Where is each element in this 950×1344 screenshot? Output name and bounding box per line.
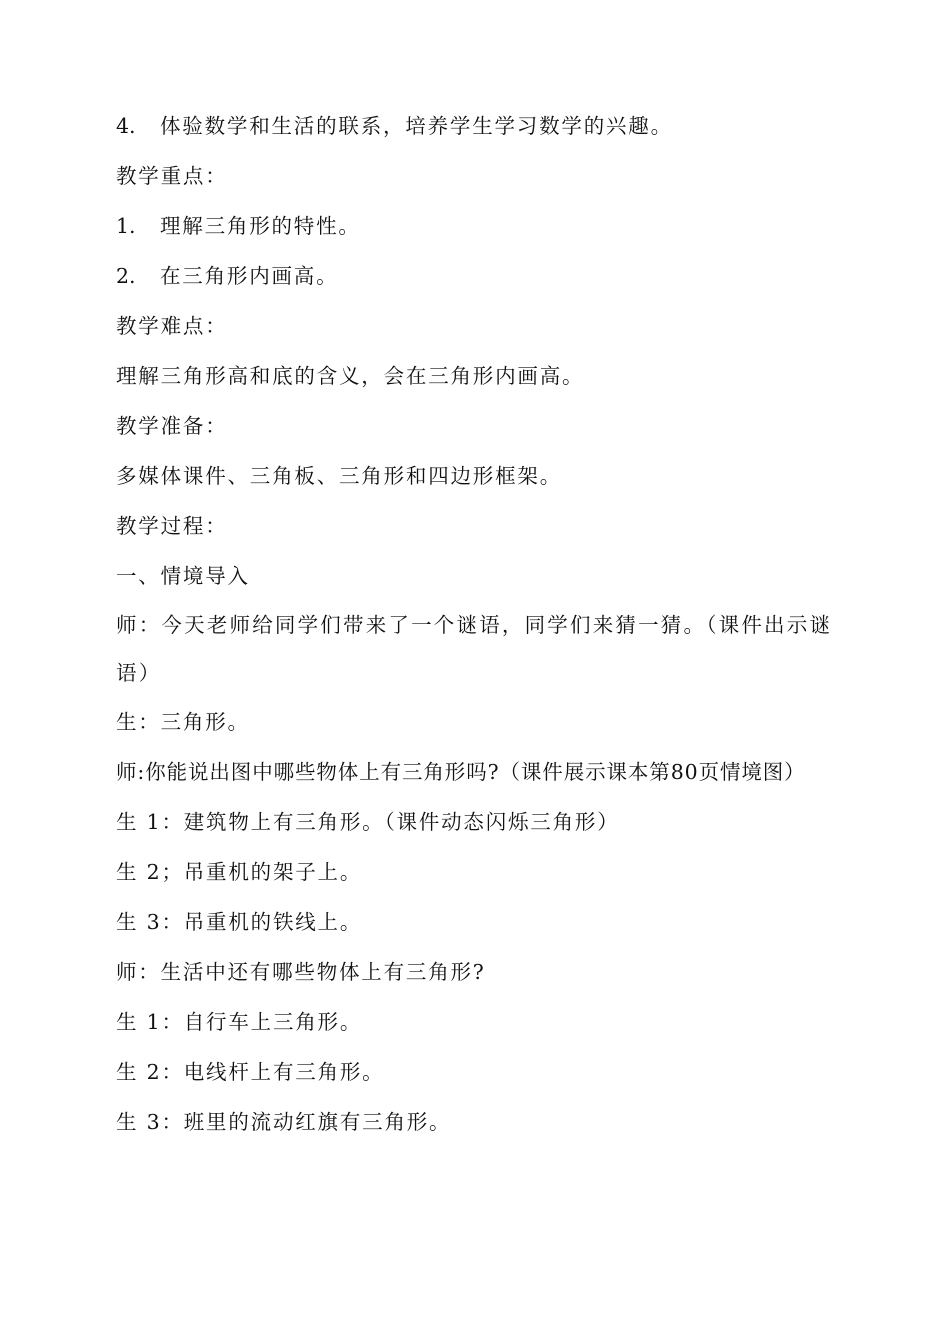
dialogue-teacher-life-question: 师：生活中还有哪些物体上有三角形? xyxy=(116,960,486,984)
key-point-item-1 xyxy=(116,201,840,251)
list-number: 4. xyxy=(116,114,136,138)
preparation-text: 多媒体课件、三角板、三角形和四边形框架。 xyxy=(116,464,562,488)
dialogue-student-answer: 生：三角形。 xyxy=(116,710,250,734)
list-text: 体验数学和生活的联系，培养学生学习数学的兴趣。 xyxy=(160,114,673,138)
dialogue-student-2-pole: 生 2：电线杆上有三角形。 xyxy=(116,1060,385,1084)
list-text: 理解三角形的特性。 xyxy=(160,214,361,238)
dialogue-teacher-question: 师:你能说出图中哪些物体上有三角形吗?（课件展示课本第80页情境图） xyxy=(116,760,806,784)
dialogue-student-2-crane-frame: 生 2；吊重机的架子上。 xyxy=(116,860,363,884)
key-point-item-2 xyxy=(116,251,840,301)
list-number: 2. xyxy=(116,264,136,288)
difficulty-text: 理解三角形高和底的含义，会在三角形内画高。 xyxy=(116,364,585,388)
heading-process: 教学过程： xyxy=(116,514,228,538)
dialogue-teacher-riddle: 师：今天老师给同学们带来了一个谜语，同学们来猜一猜。（课件出示谜语） xyxy=(116,613,833,685)
dialogue-student-3-crane-wire: 生 3：吊重机的铁线上。 xyxy=(116,910,363,934)
section-intro-heading: 一、情境导入 xyxy=(116,564,250,588)
heading-difficulties: 教学难点： xyxy=(116,314,228,338)
heading-key-points: 教学重点： xyxy=(116,164,228,188)
dialogue-student-1-bicycle: 生 1：自行车上三角形。 xyxy=(116,1010,363,1034)
dialogue-student-3-flag: 生 3：班里的流动红旗有三角形。 xyxy=(116,1110,452,1134)
list-number: 1. xyxy=(116,214,136,238)
dialogue-student-1-building: 生 1：建筑物上有三角形。（课件动态闪烁三角形） xyxy=(116,810,620,834)
heading-preparation: 教学准备： xyxy=(116,414,228,438)
document-body xyxy=(116,101,840,1147)
objective-item-4 xyxy=(116,101,840,151)
list-text: 在三角形内画高。 xyxy=(160,264,339,288)
